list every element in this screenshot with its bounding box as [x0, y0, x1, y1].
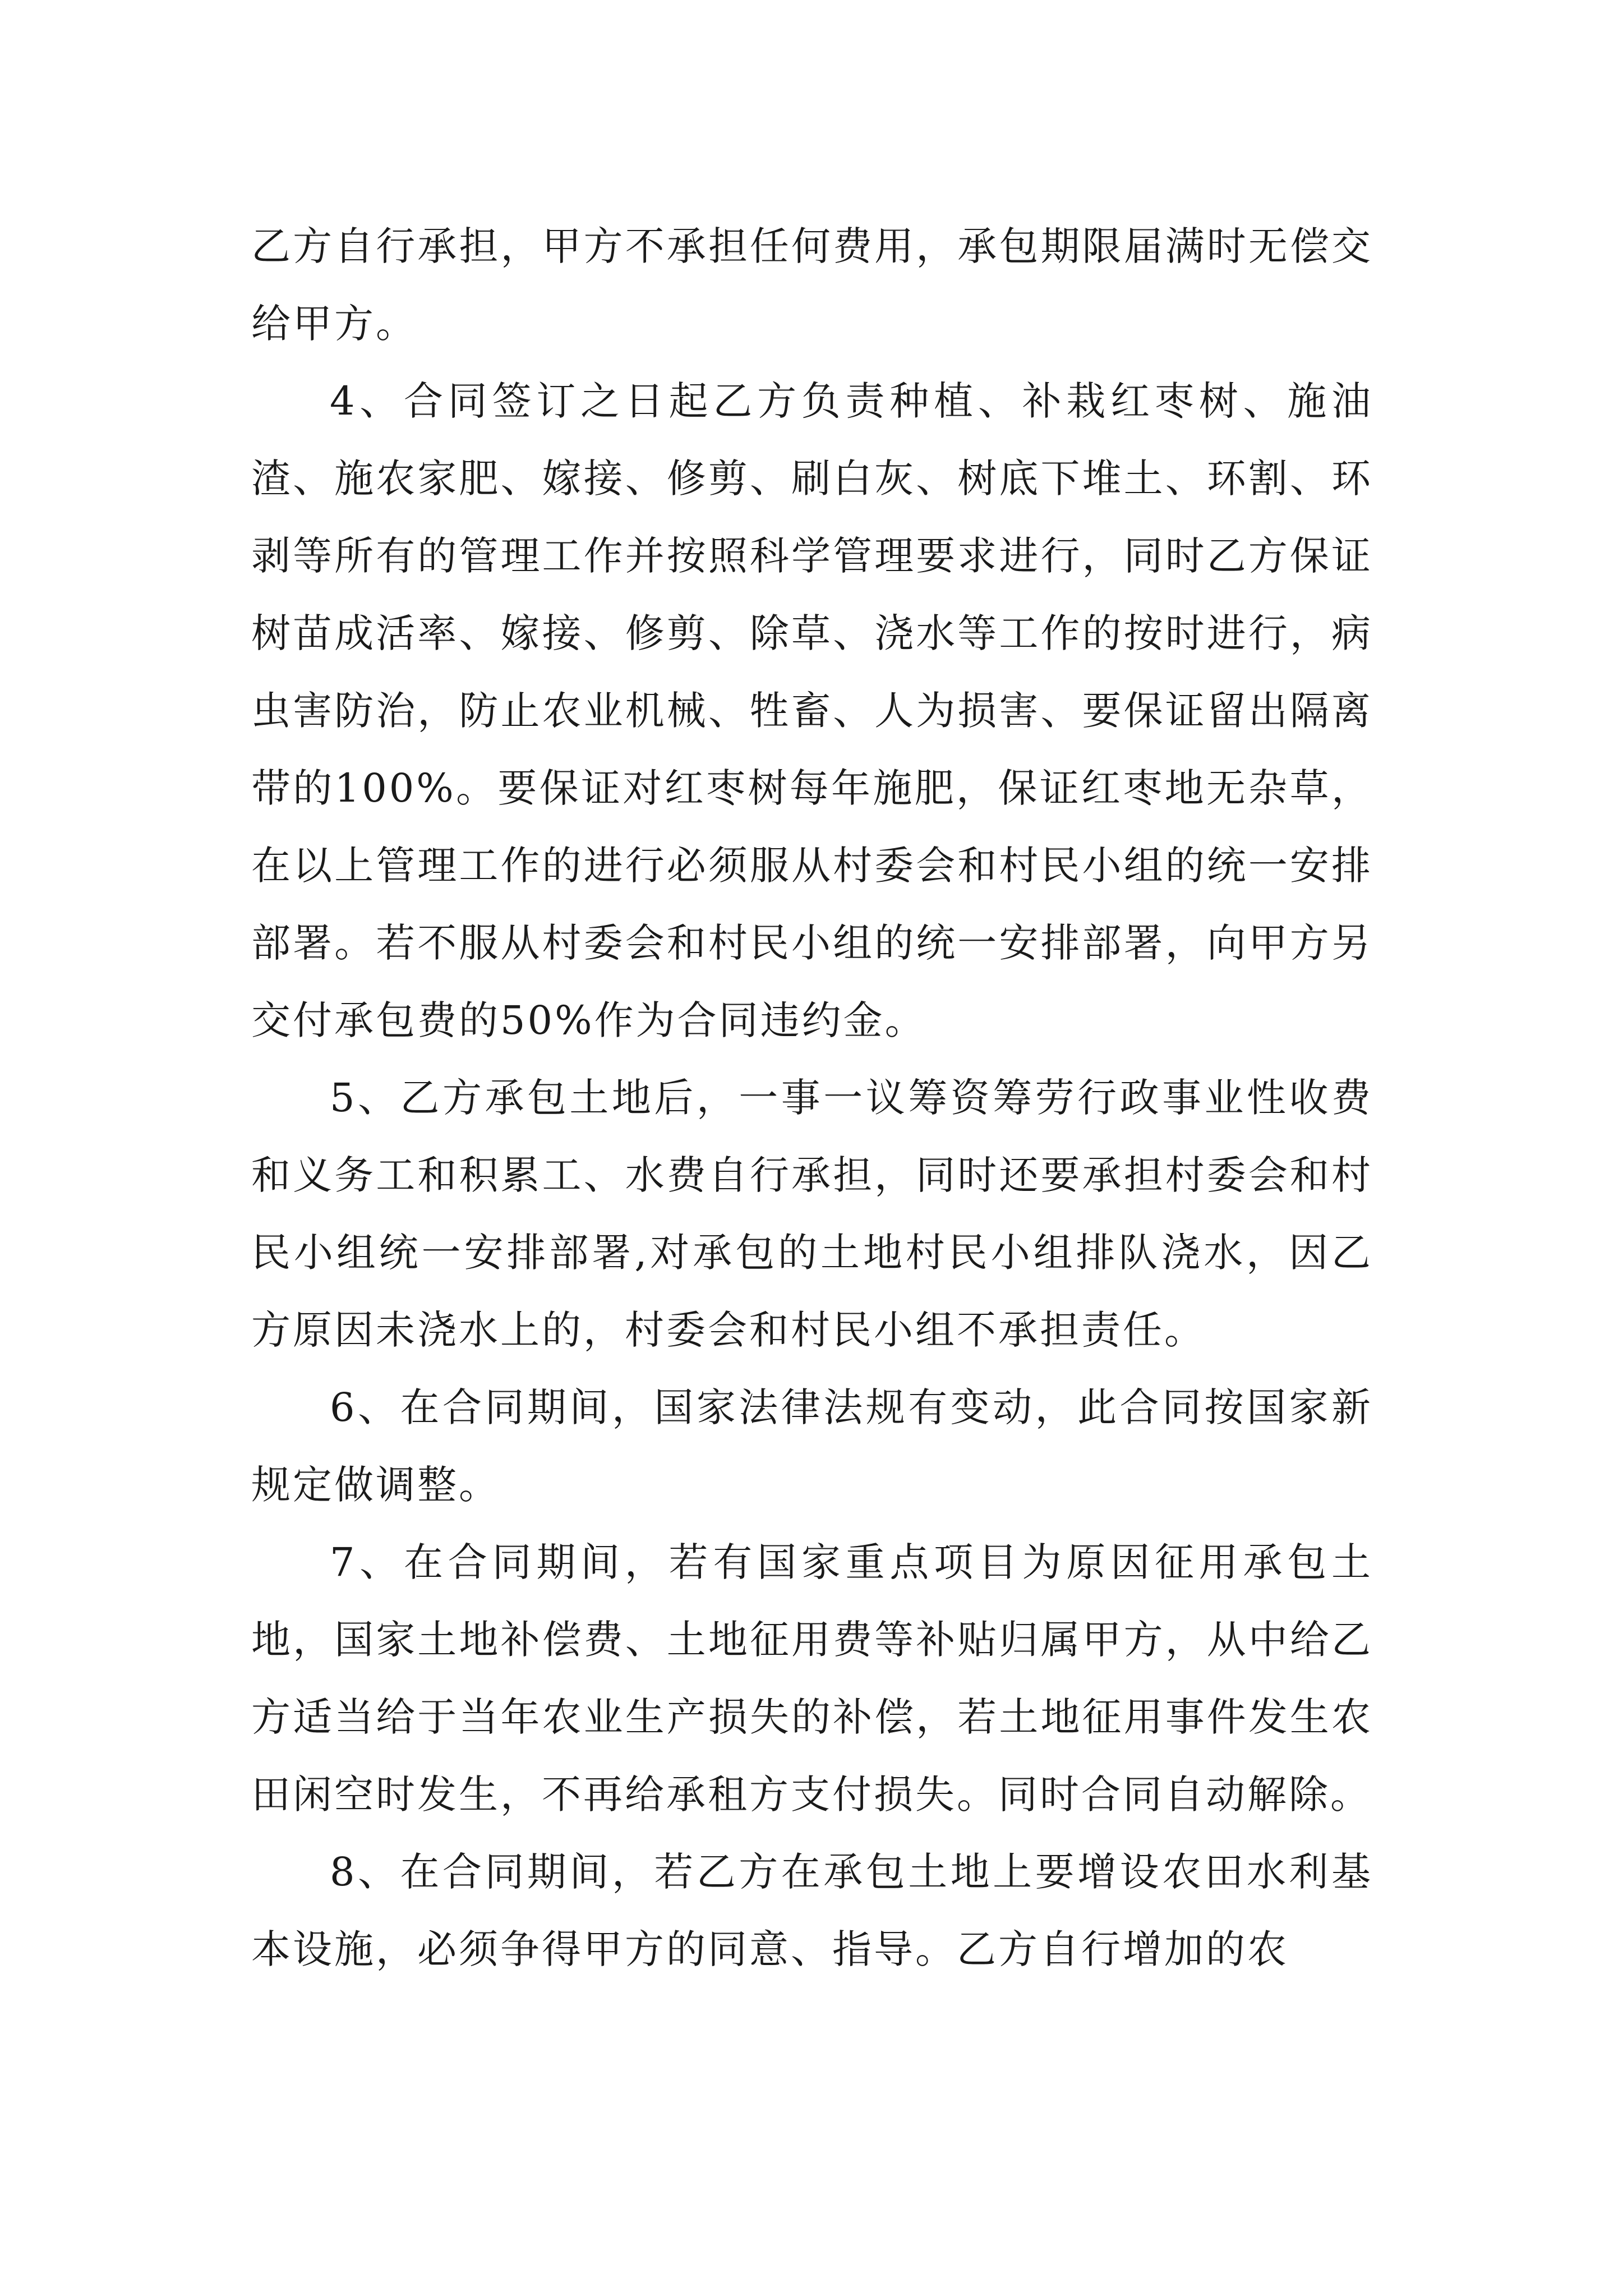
paragraph-clause-4: 4、合同签订之日起乙方负责种植、补栽红枣树、施油渣、施农家肥、嫁接、修剪、刷白灰、树底下堆土、环割、环剥等所有的管理工作并按照科学管理要求进行，同时乙方保证树苗成活率、嫁接、修剪、除草、浇水等工作的按时进行，病虫害防治，防止农业机械、牲畜、人为损害、要保证留出隔离带的100%。要保证对红枣树每年施肥，保证红枣地无杂草，在以上管理工作的进行必须服从村委会和村民小组的统一安排部署。若不服从村委会和村民小组的统一安排部署，向甲方另交付承包费的50%作为合同违约金。 — [251, 378, 1373, 1043]
paragraph-continuation: 乙方自行承担，甲方不承担任何费用，承包期限届满时无偿交给甲方。 — [251, 223, 1373, 347]
paragraph-clause-7: 7、在合同期间，若有国家重点项目为原因征用承包土地，国家土地补偿费、土地征用费等补贴归属甲方，从中给乙方适当给于当年农业生产损失的补偿，若土地征用事件发生农田闲空时发生，不再给承租方支付损失。同时合同自动解除。 — [251, 1539, 1373, 1818]
paragraph-clause-6: 6、在合同期间，国家法律法规有变动，此合同按国家新规定做调整。 — [251, 1384, 1373, 1508]
paragraph-clause-8: 8、在合同期间，若乙方在承包土地上要增设农田水利基本设施，必须争得甲方的同意、指导。乙方自行增加的农 — [251, 1849, 1373, 1972]
document-page — [251, 208, 1373, 1988]
paragraph-clause-5: 5、乙方承包土地后，一事一议筹资筹劳行政事业性收费和义务工和积累工、水费自行承担，同时还要承担村委会和村民小组统一安排部署,对承包的土地村民小组排队浇水，因乙方原因未浇水上的，村委会和村民小组不承担责任。 — [251, 1075, 1373, 1353]
